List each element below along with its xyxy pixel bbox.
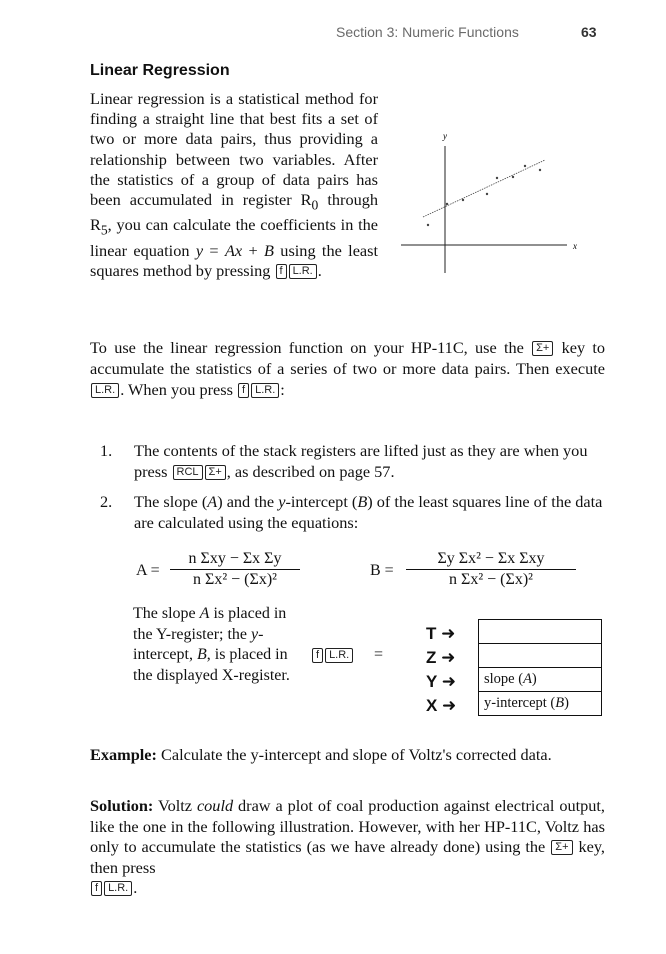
list-item: 2. The slope (A) and the y-intercept (B) of the least squares line of the data are calculated using the equations: — [100, 492, 603, 532]
steps-list — [100, 441, 605, 543]
slope-equation — [136, 550, 306, 595]
stack-keystrokes — [311, 647, 354, 665]
intercept-denominator: n Σx² − (Σx)² — [449, 571, 533, 588]
data-point — [539, 169, 541, 171]
page-header — [0, 24, 666, 44]
data-point — [486, 193, 488, 195]
lr-key: L.R. — [104, 881, 132, 896]
z-register — [478, 644, 602, 668]
stack-register-labels — [426, 622, 478, 718]
x-axis-label: x — [573, 241, 577, 251]
lr-key: L.R. — [289, 264, 317, 279]
list-item: 1. The contents of the stack registers are lifted just as they are when you press RCL Σ+ , as described on page 57. — [100, 441, 588, 481]
intercept-fraction — [406, 550, 576, 589]
data-point — [524, 165, 526, 167]
f-key: f — [238, 383, 249, 398]
sigma-plus-key: Σ+ — [532, 341, 553, 356]
z-register-label: Z ➜ — [426, 648, 456, 667]
y-register-label: Y ➜ — [426, 672, 456, 691]
intercept-equation-lhs: B = — [370, 562, 394, 579]
y-axis-label: y — [443, 131, 447, 141]
rcl-key: RCL — [173, 465, 203, 480]
f-key: f — [276, 264, 287, 279]
f-key: f — [312, 648, 323, 663]
stack-registers — [478, 619, 602, 716]
data-point — [462, 199, 464, 201]
t-register — [478, 619, 602, 644]
slope-fraction — [170, 550, 300, 589]
intercept-equation — [370, 550, 580, 595]
data-point — [512, 176, 514, 178]
x-register-label: X ➜ — [426, 696, 457, 715]
section-title: Section 3: Numeric Functions — [336, 24, 519, 40]
regression-line — [423, 160, 545, 217]
x-register: y-intercept (B) — [478, 692, 602, 716]
sigma-plus-key: Σ+ — [551, 840, 572, 855]
regression-graph — [395, 130, 600, 280]
example-label: Example: — [90, 745, 157, 764]
solution-label: Solution: — [90, 796, 154, 815]
sigma-plus-key: Σ+ — [205, 465, 226, 480]
slope-equation-lhs: A = — [136, 562, 160, 579]
usage-paragraph: To use the linear regression function on your HP-11C, use the Σ+ key to accumulate the statistics of a series of two or more data pairs. Then execute L.R. . When you press f L.R. : — [90, 338, 606, 399]
data-point — [427, 224, 429, 226]
data-point — [446, 203, 448, 205]
lr-key: L.R. — [325, 648, 353, 663]
intro-paragraph: Linear regression is a statistical method for finding a straight line that best fits a set of two or more data pairs, thus providing a relationship between two variables. After the statistics of a group of data pairs has been accumulated in register $R_0$ through $R_5$, you can calculate the coefficients in the linear equation y = Ax + B using the least squares method by pressing f L.R. . — [90, 89, 379, 281]
example-paragraph: Example: Calculate the y-intercept and slope of Voltz's corrected data. — [90, 745, 552, 764]
data-point — [496, 177, 498, 179]
intercept-numerator: Σy Σx² − Σx Σxy — [437, 550, 545, 567]
lr-key: L.R. — [251, 383, 279, 398]
lr-key: L.R. — [91, 383, 119, 398]
y-register: slope (A) — [478, 668, 602, 692]
slope-denominator: n Σx² − (Σx)² — [193, 571, 277, 588]
slope-numerator: n Σxy − Σx Σy — [188, 550, 282, 567]
equals-sign: = — [374, 646, 384, 663]
f-key: f — [91, 881, 102, 896]
page-number: 63 — [581, 24, 597, 40]
t-register-label: T ➜ — [426, 624, 456, 643]
section-heading: Linear Regression — [90, 62, 230, 79]
solution-paragraph: Solution: Voltz could draw a plot of coal production against electrical output, like the one in the following illustration. However, with her HP-11C, Voltz has only to accumulate the statistics (as we have already done) using the Σ+ key, then press f L.R. . — [90, 796, 605, 897]
stack-description: The slope A is placed in the Y-register; the y-intercept, B, is placed in the displayed X-register. — [133, 605, 290, 684]
